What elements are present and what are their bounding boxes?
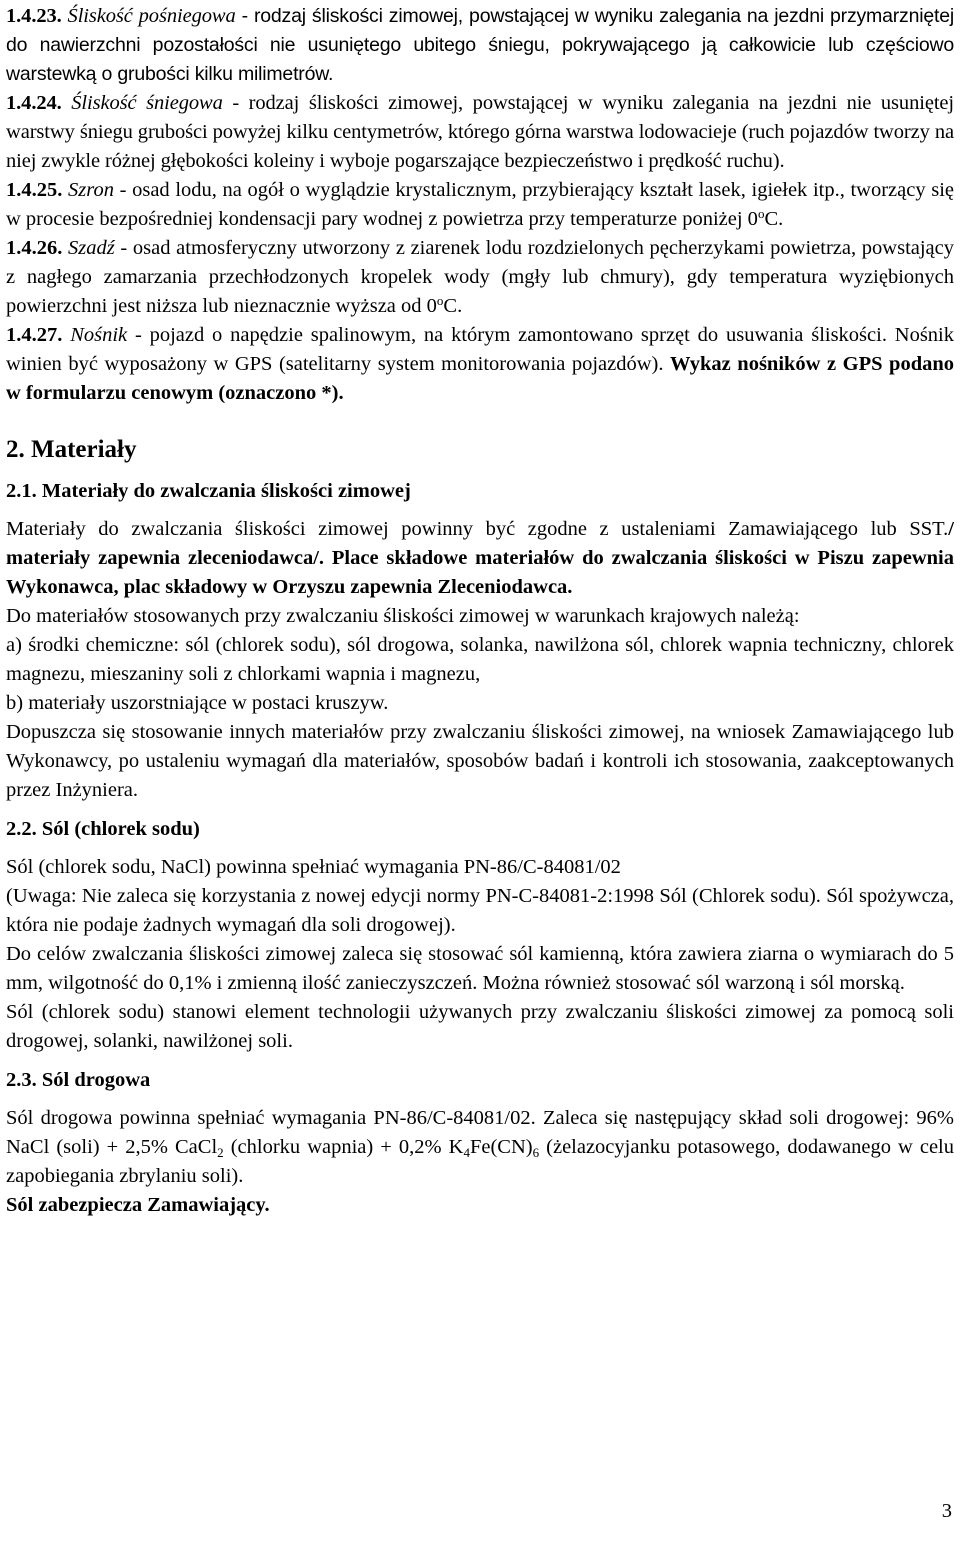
section-2-1-para-1 [6,515,954,602]
subscript: 6 [532,1145,540,1160]
section-2-3-para-1 [6,1104,954,1191]
section-2-2-title: 2.2. Sól (chlorek sodu) [6,818,200,840]
section-2-2-para-4: Sól (chlorek sodu) stanowi element technologii używanych przy zwalczaniu śliskości zimowej za pomocą soli drogowej, solanki, nawilżonej soli. [6,1001,954,1052]
section-2-1-title: 2.1. Materiały do zwalczania śliskości zimowej [6,480,411,502]
section-2-3-title: 2.3. Sól drogowa [6,1069,151,1091]
definition-term: Śliskość pośniegowa [67,5,236,27]
para-text: (chlorku wapnia) + 0,2% K [223,1136,464,1158]
definition-number: 1.4.26. [6,237,63,259]
definition-text: - rodzaj śliskości zimowej, powstającej w wyniku zalegania na jezdni przymarzniętej do nawierzchni pozostałości nie usuniętego ubitego śniegu, pokrywającego ją całkowicie lub częściowo warstewką o grubości kilku milimetrów. [6,5,955,85]
definition-unit: C. [764,208,784,230]
definition-number: 1.4.24. [6,92,62,114]
definition-1-4-23 [6,2,954,89]
section-2-1-para-5: Dopuszcza się stosowanie innych materiałów przy zwalczaniu śliskości zimowej, na wniosek Zamawiającego lub Wykonawcy, po ustaleniu wymagań dla materiałów, sposobów badań i kontroli ich stosowania, zaakceptowanych przez Inżyniera. [6,721,954,801]
para-text: (żelazocyjanku potasowego, dodawanego w celu zapobiegania zbrylaniu soli). [6,1136,954,1187]
section-2-2-para-3: Do celów zwalczania śliskości zimowej zaleca się stosować sól kamienną, która zawiera ziarna o wymiarach do 5 mm, wilgotność do 0,1% i zmienną ilość zanieczyszczeń. Można również stosować sól warzoną i sól morską. [6,943,954,994]
definition-1-4-25 [6,176,954,234]
definition-1-4-27 [6,321,954,408]
definition-term: Śliskość śniegowa [71,92,223,114]
para-bold-text: / materiały zapewnia zleceniodawca/. Place składowe materiałów do zwalczania śliskości w Piszu zapewnia Wykonawca, plac składowy w Orzyszu zapewnia Zleceniodawca. [6,518,954,598]
definition-text: - osad lodu, na ogół o wyglądzie krystalicznym, przybierający kształt lasek, igiełek itp., tworzący się w procesie bezpośredniej kondensacji pary wodnej z powietrza przy temperaturze poniżej 0 [6,179,955,230]
para-text: Materiały do zwalczania śliskości zimowej powinny być zgodne z ustaleniami Zamawiającego lub SST. [6,518,949,540]
degree-sup: o [436,293,444,308]
document-page [6,2,954,1220]
section-2-1-para-2: Do materiałów stosowanych przy zwalczaniu śliskości zimowej w warunkach krajowych należą: [6,605,800,627]
definition-text: - rodzaj śliskości zimowej, powstającej w wyniku zalegania na jezdni nie usuniętej warstwy śniegu grubości powyżej kilku centymetrów, którego górna warstwa lodowacieje (ruch pojazdów tworzy na niej zwykle różnej głębokości koleiny i wyboje pogarszające bezpieczeństwo i prędkość ruchu). [6,92,955,172]
definition-number: 1.4.25. [6,179,63,201]
definition-number: 1.4.23. [6,5,62,27]
definition-1-4-26 [6,234,954,321]
definition-1-4-24 [6,89,954,176]
definition-term: Szadź [68,237,115,259]
section-2-1-item-a: a) środki chemiczne: sól (chlorek sodu), sól drogowa, solanka, nawilżona sól, chlorek wapnia techniczny, chlorek magnezu, mieszaniny soli z chlorkami wapnia i magnezu, [6,634,954,685]
section-2-1-item-b: b) materiały uszorstniające w postaci kruszyw. [6,692,389,714]
para-text: Fe(CN) [469,1136,533,1158]
section-2-title: 2. Materiały [6,436,137,463]
definition-unit: C. [443,295,463,317]
subscript: 2 [217,1145,224,1160]
definition-bold-note: Wykaz nośników z GPS podano w formularzu cenowym (oznaczono *). [6,353,954,404]
definition-text: - pojazd o napędzie spalinowym, na którym zamontowano sprzęt do usuwania śliskości. Nośnik winien być wyposażony w GPS (satelitarny system monitorowania pojazdów). [6,324,954,375]
section-2-3-para-2: Sól zabezpiecza Zamawiający. [6,1194,270,1216]
degree-sup: o [757,206,765,221]
definition-term: Nośnik [70,324,128,346]
page-number: 3 [941,1500,952,1522]
definition-number: 1.4.27. [6,324,63,346]
definition-term: Szron [68,179,114,201]
definition-text: - osad atmosferyczny utworzony z ziarenek lodu rozdzielonych pęcherzykami powietrza, powstający z nagłego zamarzania przechłodzonych kropelek wody (mgły lub chmury), gdy temperatura wyziębionych powierzchni jest niższa lub nieznacznie wyższa od 0 [6,237,955,317]
subscript: 4 [463,1145,470,1160]
section-2-2-para-1: Sól (chlorek sodu, NaCl) powinna spełniać wymagania PN-86/C-84081/02 [6,856,621,878]
para-text: Sól drogowa powinna spełniać wymagania PN-86/C-84081/02. Zaleca się następujący skład soli drogowej: 96% NaCl (soli) + 2,5% CaCl [6,1107,954,1158]
section-2-2-para-2: (Uwaga: Nie zaleca się korzystania z nowej edycji normy PN-C-84081-2:1998 Sól (Chlorek sodu). Sól spożywcza, która nie podaje żadnych wymagań dla soli drogowej). [6,885,954,936]
